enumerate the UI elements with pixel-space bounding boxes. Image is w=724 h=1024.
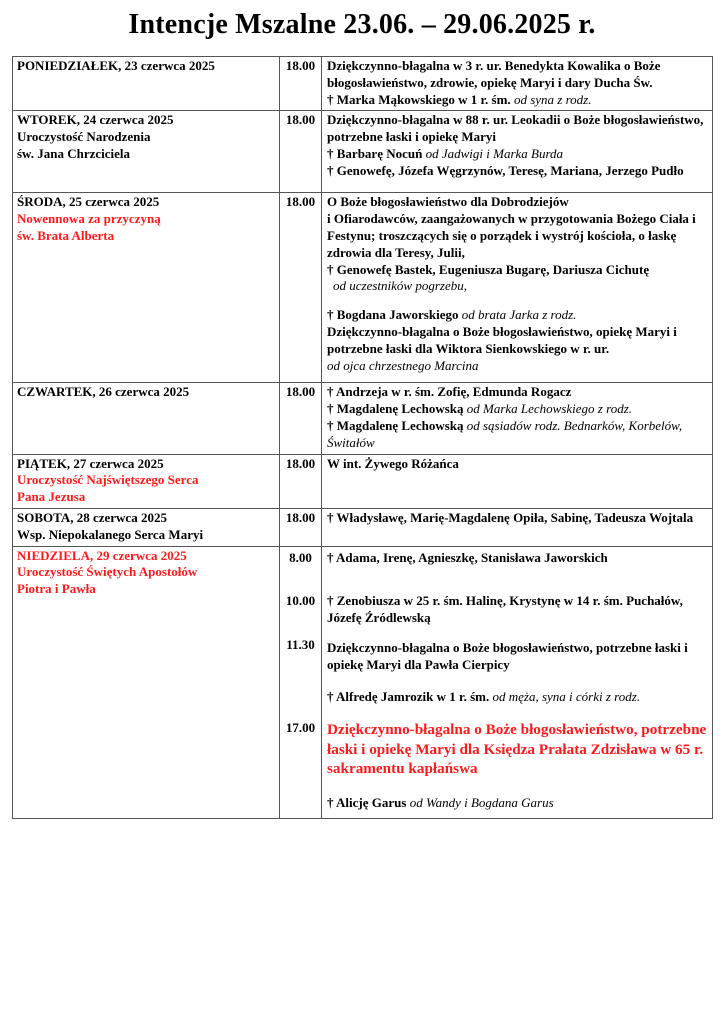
time-cell: 18.00 xyxy=(280,111,322,193)
intention-cell xyxy=(322,57,713,111)
feast-label: św. Jana Chrzciciela xyxy=(17,145,131,161)
intention-note: od uczestników pogrzebu, xyxy=(333,278,467,294)
feast-label: Uroczystość Najświętszego Serca xyxy=(17,472,199,488)
intention-cell xyxy=(322,508,713,546)
intention-text: Dziękczynno-błagalna w 88 r. ur. Leokadii o Boże błogosławieństwo, potrzebne łaski i opiekę Maryi xyxy=(327,112,704,145)
intention-note: od ojca chrzestnego Marcina xyxy=(327,357,479,373)
day-label: ŚRODA, 25 czerwca 2025 xyxy=(17,194,160,210)
table-row xyxy=(13,383,713,454)
day-label: SOBOTA, 28 czerwca 2025 xyxy=(17,509,167,525)
feast-label: Uroczystość Narodzenia xyxy=(17,129,151,145)
intention-cell xyxy=(322,193,713,383)
day-label: WTOREK, 24 czerwca 2025 xyxy=(17,112,174,128)
table-row xyxy=(13,454,713,508)
intention-cell xyxy=(322,111,713,193)
intention-text xyxy=(327,146,708,163)
intention-name: † Marka Mąkowskiego w 1 r. śm. xyxy=(327,91,514,107)
time-cell: 18.00 xyxy=(280,193,322,383)
intention-text: † Andrzeja w r. śm. Zofię, Edmunda Rogacz xyxy=(327,384,572,400)
intention-cell xyxy=(322,383,713,454)
spacer xyxy=(327,295,708,307)
intention-text: i Ofiarodawców, zaangażowanych w przygotowania Bożego Ciała i Festynu; troszczących się o porządek i wystrój kościoła, o łaskę zdrowia dla Teresy, Julii, xyxy=(327,211,696,260)
intention-note: od Wandy i Bogdana Garus xyxy=(409,794,554,810)
intention-text: † Władysławę, Marię-Magdalenę Opiła, Sabinę, Tadeusza Wojtala xyxy=(327,509,694,525)
intention-note: od Jadwigi i Marka Burda xyxy=(425,145,564,161)
intention-note: od Marka Lechowskiego z rodz. xyxy=(466,401,633,417)
intention-text: † Zenobiusza w 25 r. śm. Halinę, Krystynę w 14 r. śm. Puchałów, Józefę Źródlewską xyxy=(327,593,683,626)
feast-label: św. Brata Alberta xyxy=(17,227,115,243)
intention-text: † Adama, Irenę, Agnieszkę, Stanisława Jaworskich xyxy=(327,549,608,565)
feast-label: Wsp. Niepokalanego Serca Maryi xyxy=(17,526,204,542)
day-cell xyxy=(13,454,280,508)
intention-text: † Genowefę, Józefa Węgrzynów, Teresę, Mariana, Jerzego Pudło xyxy=(327,162,684,178)
time-cell: 18.00 xyxy=(280,454,322,508)
intention-text xyxy=(327,401,708,418)
table-row xyxy=(13,546,713,818)
table-row xyxy=(13,57,713,111)
intention-name: † Magdalenę Lechowską xyxy=(327,417,467,433)
day-cell xyxy=(13,57,280,111)
table-row xyxy=(13,508,713,546)
intention-text xyxy=(327,689,708,706)
intention-text xyxy=(327,795,708,812)
intention-name: † Bogdana Jaworskiego xyxy=(327,307,462,323)
time-cell xyxy=(280,546,322,818)
day-cell xyxy=(13,111,280,193)
time-cell: 18.00 xyxy=(280,383,322,454)
intention-cell xyxy=(322,454,713,508)
day-label: NIEDZIELA, 29 czerwca 2025 xyxy=(17,547,187,563)
intention-text: O Boże błogosławieństwo dla Dobrodziejów xyxy=(327,194,569,210)
intention-text: Dziękczynno-błagalna o Boże błogosławieństwo, potrzebne łaski i opiekę Maryi dla Pawła Cierpicy xyxy=(327,639,688,672)
mass-time: 8.00 xyxy=(289,549,312,565)
intention-text: Dziękczynno-błagalna w 3 r. ur. Benedykta Kowalika o Boże błogosławieństwo, zdrowie, opiekę Maryi i dary Ducha Św. xyxy=(327,58,661,90)
intention-cell xyxy=(322,546,713,818)
intention-text: Dziękczynno-błagalna o Boże błogosławieństwo, opiekę Maryi i potrzebne łaski dla Wiktora Sienkowskiego w r. ur. xyxy=(327,323,677,356)
intention-name: † Barbarę Nocuń xyxy=(327,145,426,161)
intention-name: † Alicję Garus xyxy=(327,794,410,810)
mass-time: 10.00 xyxy=(285,593,316,609)
intention-text-highlight: Dziękczynno-błagalna o Boże błogosławieństwo, potrzebne łaski i opiekę Maryi dla Księdza Prałata Zdzisława w 65 r. sakramentu kapłańswa xyxy=(327,721,707,778)
table-row xyxy=(13,111,713,193)
mass-time: 17.00 xyxy=(285,719,316,735)
intention-text xyxy=(327,418,708,452)
feast-label: Piotra i Pawła xyxy=(17,581,96,597)
intention-note: od męża, syna i córki z rodz. xyxy=(492,688,641,704)
time-cell: 18.00 xyxy=(280,508,322,546)
day-label: PIĄTEK, 27 czerwca 2025 xyxy=(17,455,164,471)
intention-text xyxy=(327,92,708,109)
day-cell xyxy=(13,546,280,818)
intention-note: od syna z rodz. xyxy=(513,91,592,107)
mass-intentions-table xyxy=(12,56,713,819)
feast-label: Pana Jezusa xyxy=(17,489,86,505)
day-cell xyxy=(13,193,280,383)
time-cell: 18.00 xyxy=(280,57,322,111)
intention-name: † Alfredę Jamrozik w 1 r. śm. xyxy=(327,688,493,704)
day-label: CZWARTEK, 26 czerwca 2025 xyxy=(17,384,190,400)
table-row xyxy=(13,193,713,383)
feast-label: Nowennowa za przyczyną xyxy=(17,211,161,227)
intention-text: W int. Żywego Różańca xyxy=(327,455,459,471)
intention-name: † Magdalenę Lechowską xyxy=(327,401,467,417)
intention-note: od sąsiadów rodz. Bednarków, Korbelów, Świtałów xyxy=(327,417,683,450)
day-cell xyxy=(13,383,280,454)
day-label: PONIEDZIAŁEK, 23 czerwca 2025 xyxy=(17,58,215,73)
mass-time: 11.30 xyxy=(286,637,315,653)
intention-text xyxy=(327,307,708,324)
intention-text: † Genowefę Bastek, Eugeniusza Bugarę, Dariusza Cichutę xyxy=(327,261,650,277)
page-title: Intencje Mszalne 23.06. – 29.06.2025 r. xyxy=(128,9,596,40)
intention-note: od brata Jarka z rodz. xyxy=(461,307,577,323)
feast-label: Uroczystość Świętych Apostołów xyxy=(17,564,198,580)
day-cell xyxy=(13,508,280,546)
